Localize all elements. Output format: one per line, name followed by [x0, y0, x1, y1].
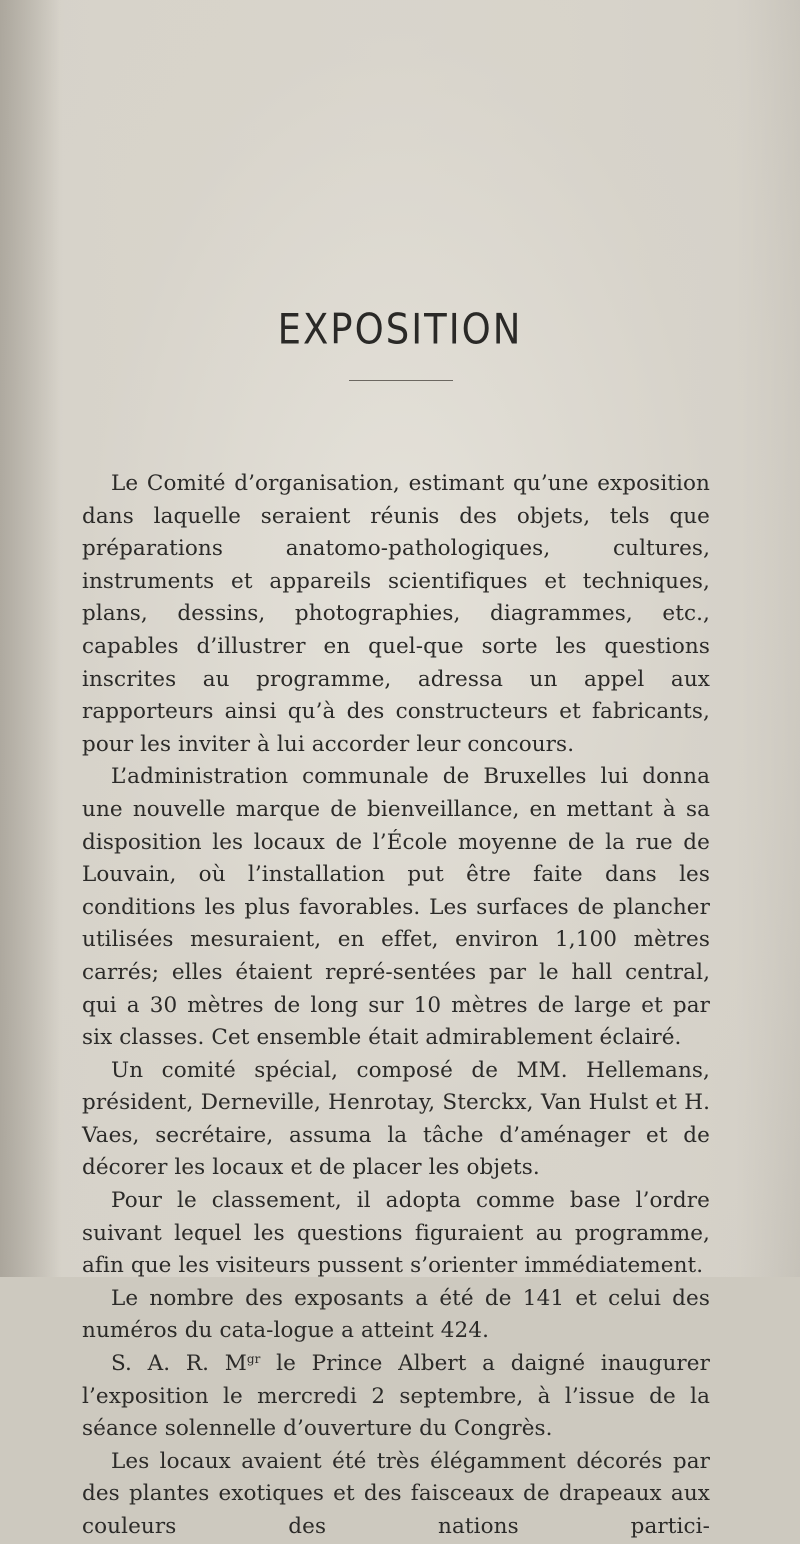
paragraph-2: L’administration communale de Bruxelles lui donna une nouvelle marque de bienveillance, en mettant à sa disposition les locaux de l’École moyenne de la rue de Louvain, où l’installation put être faite dans les conditions les plus favorables. Les surfaces de plancher utilisées mesuraient, en effet, environ 1,100 mètres carrés; elles étaient repré-sentées par le hall central, qui a 30 mètres de long sur 10 mètres de large et par six classes. Cet ensemble était admirablement éclairé.: [82, 764, 710, 1051]
paragraph-6-rest: le Prince Albert a daigné inaugurer l’exposition le mercredi 2 septembre, à l’issue de la séance solennelle d’ouverture du Congrès.: [82, 1351, 710, 1442]
binding-shadow: [0, 0, 60, 1277]
body-text: [82, 468, 710, 1544]
paragraph-6: [82, 1348, 710, 1446]
paragraph-1: Le Comité d’organisation, estimant qu’une exposition dans laquelle seraient réunis des objets, tels que préparations anatomo-pathologiques, cultures, instruments et appareils scientifiques et techniques, plans, dessins, photographies, diagrammes, etc., capables d’illustrer en quel-que sorte les questions inscrites au programme, adressa un appel aux rapporteurs ainsi qu’à des constructeurs et fabricants, pour les inviter à lui accorder leur concours.: [82, 471, 710, 757]
title-rule: [349, 380, 453, 381]
page-title: EXPOSITION: [277, 305, 523, 354]
paragraph-5: Le nombre des exposants a été de 141 et celui des numéros du cata-logue a atteint 424.: [82, 1285, 710, 1344]
paragraph-4: Pour le classement, il adopta comme base l’ordre suivant lequel les questions figuraient au programme, afin que les visiteurs pussent s’orienter immédiatement.: [82, 1188, 710, 1279]
paragraph-6-start: S. A. R. M: [111, 1351, 247, 1377]
paragraph-3: Un comité spécial, composé de MM. Hellemans, président, Derneville, Henrotay, Sterckx, Van Hulst et H. Vaes, secrétaire, assuma la tâche d’aménager et de décorer les locaux et de placer les objets.: [82, 1057, 710, 1181]
monseigneur-superscript: gr: [246, 1352, 261, 1367]
paragraph-7: Les locaux avaient été très élégamment décorés par des plantes exotiques et des faisceaux de drapeaux aux couleurs des nations partici-: [82, 1448, 710, 1539]
